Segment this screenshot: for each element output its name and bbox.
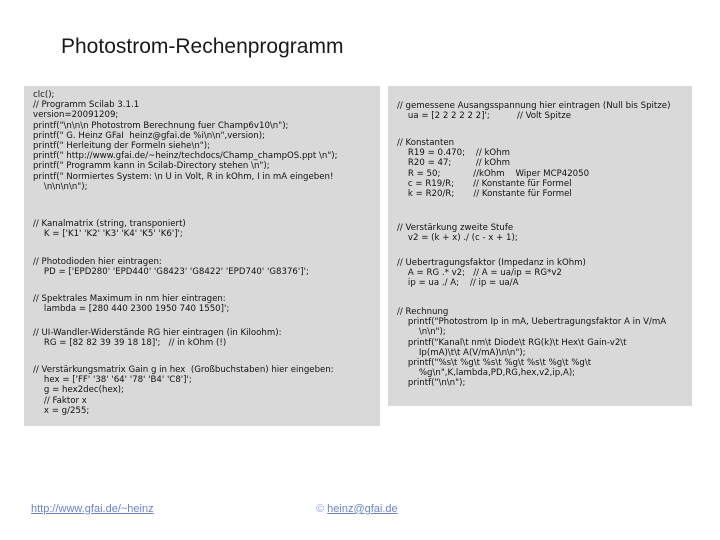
code-line: hex = ['FF' '38' '64' '78' 'B4' 'C8']'; xyxy=(33,375,192,386)
code-block-verstaerkung xyxy=(397,223,688,243)
slide-title: Photostrom-Rechenprogramm xyxy=(61,35,344,58)
code-line: g = hex2dec(hex); xyxy=(33,385,124,396)
code-line: printf("%s\t %g\t %s\t %g\t %s\t %g\t %g\t xyxy=(397,358,592,369)
code-block-rechnung xyxy=(397,307,688,389)
code-line: // Verstärkungsmatrix Gain g in hex (Großbuchstaben) hier eingeben: xyxy=(33,365,334,375)
code-panel-left xyxy=(24,86,380,426)
code-block-spektrales-maximum xyxy=(33,294,376,314)
code-line: %g\n",K,lambda,PD,RG,hex,v2,ip,A); xyxy=(397,368,576,379)
code-line: printf("Photostrom Ip in mA, Uebertragungsfaktor A in V/mA xyxy=(397,317,667,328)
copyright-symbol: © xyxy=(316,503,325,515)
code-line: printf(" Herleitung der Formeln siehe\n"); xyxy=(33,141,210,152)
code-line: clc(); xyxy=(33,90,55,100)
code-line: printf("Kanal\t nm\t Diode\t RG(k)\t Hex\t Gain-v2\t xyxy=(397,337,627,348)
code-line: x = g/255; xyxy=(33,405,90,416)
code-block-ausgangsspannung xyxy=(397,101,688,121)
code-block-konstanten xyxy=(397,138,688,199)
code-line: RG = [82 82 39 39 18 18]'; // in kOhm (!) xyxy=(33,338,227,349)
code-line: ip = ua ./ A; // ip = ua/A xyxy=(397,278,519,289)
code-line: ua = [2 2 2 2 2 2]'; // Volt Spitze xyxy=(397,111,571,122)
code-line: printf(" Normiertes System: \n U in Volt, R in kOhm, I in mA eingeben! xyxy=(33,171,334,182)
code-line: // UI-Wandler-Widerstände RG hier eintragen (in Kiloohm): xyxy=(33,328,282,338)
code-line: // Uebertragungsfaktor (Impedanz in kOhm) xyxy=(397,258,586,268)
code-line: // gemessene Ausangsspannung hier eintragen (Null bis Spitze) xyxy=(397,101,671,111)
code-line: v2 = (k + x) ./ (c - x + 1); xyxy=(397,233,518,244)
code-line: PD = ['EPD280' 'EPD440' 'G8423' 'G8422' 'EPD740' 'G8376']'; xyxy=(33,267,309,278)
code-line: \n\n"); xyxy=(397,327,446,338)
code-line: // Konstanten xyxy=(397,138,455,148)
code-block-uebertragungsfaktor xyxy=(397,258,688,289)
footer-homepage-link[interactable]: http://www.gfai.de/~heinz xyxy=(31,503,154,515)
code-block-photodioden xyxy=(33,257,376,277)
code-line: A = RG .* v2; // A = ua/ip = RG*v2 xyxy=(397,268,562,279)
code-line: // Faktor x xyxy=(33,395,87,406)
code-block-ui-wandler xyxy=(33,328,376,348)
code-line: printf("\n\n\n Photostrom Berechnung fuer Champ6v10\n"); xyxy=(33,120,289,131)
code-line: c = R19/R; // Konstante für Formel xyxy=(397,178,572,189)
code-line: lambda = [280 440 2300 1950 740 1550]'; xyxy=(33,304,230,315)
code-line: // Spektrales Maximum in nm hier eintragen: xyxy=(33,294,226,304)
code-block-header xyxy=(33,90,376,192)
code-line: // Photodioden hier eintragen: xyxy=(33,257,162,267)
code-line: K = ['K1' 'K2' 'K3' 'K4' 'K5' 'K6']'; xyxy=(33,229,183,240)
code-line: R19 = 0.470; // kOhm xyxy=(397,148,511,159)
code-line: // Programm Scilab 3.1.1 xyxy=(33,100,140,111)
code-line: R20 = 47; // kOhm xyxy=(397,158,510,169)
code-line: k = R20/R; // Konstante für Formel xyxy=(397,189,572,200)
code-line: // Verstärkung zweite Stufe xyxy=(397,223,514,233)
code-line: \n\n\n\n"); xyxy=(33,181,88,192)
code-line: // Rechnung xyxy=(397,307,449,317)
code-block-verstaerkungsmatrix xyxy=(33,365,376,416)
footer-email-link[interactable]: heinz@gfai.de xyxy=(327,503,398,515)
code-line: printf("\n\n"); xyxy=(397,378,466,389)
code-line: printf(" G. Heinz GFaI heinz@gfai.de %i\n\n",version); xyxy=(33,130,265,141)
code-line: version=20091209; xyxy=(33,110,119,121)
code-line: // Kanalmatrix (string, transponiert) xyxy=(33,219,186,229)
code-line: Ip(mA)\t\t A(V/mA)\n\n"); xyxy=(397,347,526,358)
footer-copyright xyxy=(316,503,398,515)
code-line: printf(" Programm kann in Scilab-Directory stehen \n"); xyxy=(33,161,270,172)
code-line: printf(" http://www.gfai.de/~heinz/techdocs/Champ_champOS.ppt \n"); xyxy=(33,151,338,162)
code-panel-right xyxy=(388,86,692,406)
code-line: R = 50; //kOhm Wiper MCP42050 xyxy=(397,168,590,179)
code-block-kanalmatrix xyxy=(33,219,376,239)
